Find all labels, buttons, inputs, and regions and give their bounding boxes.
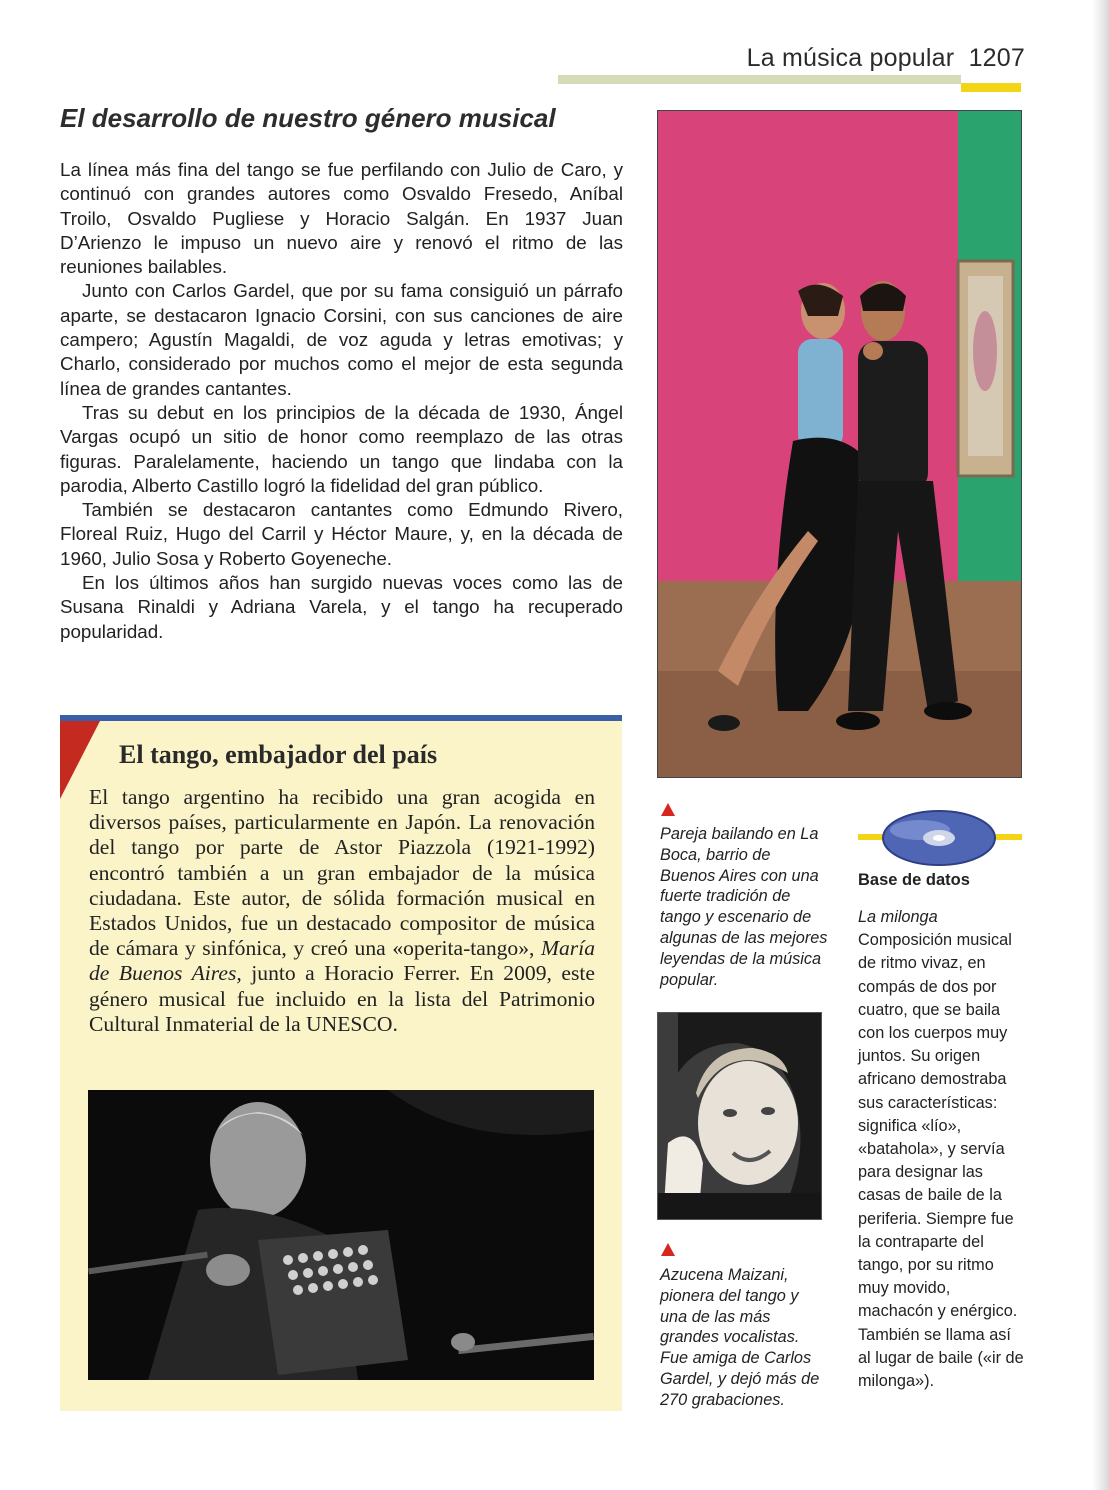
azucena-portrait-illustration bbox=[658, 1013, 822, 1220]
page-number: 1207 bbox=[968, 44, 1025, 72]
tango-box-text bbox=[89, 785, 595, 1037]
page-edge-shadow bbox=[1092, 0, 1109, 1490]
tango-box-text-part2: junto a Horacio Ferrer. En 2009, este género musical fue incluido en la lista del Patrimonio Cultural Inmaterial de la UNESCO. bbox=[89, 961, 595, 1036]
database-text bbox=[858, 906, 1028, 1393]
bandoneon-player-illustration bbox=[88, 1090, 594, 1380]
paragraph-3: Tras su debut en los principios de la década de 1930, Ángel Vargas ocupó un sitio de honor como reemplazo de las otras figuras. Paralelamente, haciendo un tango que lindaba con la parodia, Alberto Castillo logró la fidelidad del gran público. bbox=[60, 401, 623, 496]
header-rule bbox=[558, 75, 961, 84]
paragraph-4: También se destacaron cantantes como Edmundo Rivero, Floreal Ruiz, Hugo del Carril y Héctor Maure, y, en la década de 1960, Julio Sosa y Roberto Goyeneche. bbox=[60, 499, 623, 569]
azucena-caption: Azucena Maizani, pionera del tango y una de las más grandes vocalistas. Fue amiga de Carlos Gardel, y dejó más de 270 grabaciones. bbox=[660, 1266, 820, 1409]
cd-icon bbox=[880, 808, 998, 868]
dancers-caption: Pareja bailando en La Boca, barrio de Buenos Aires con una fuerte tradición de tango y escenario de algunas de las mejores leyendas de la música popular. bbox=[660, 825, 828, 989]
caption-marker-icon bbox=[661, 803, 675, 816]
bandoneon-player-photo bbox=[88, 1090, 594, 1380]
database-definition: Composición musical de ritmo vivaz, en compás de dos por cuatro, que se baila con los cuerpos muy juntos. Su origen africano demostraba sus características: significa «lío», «batahola», y servía para designar las casas de baile de la periferia. Siempre fue la contraparte del tango, por su ritmo muy movido, machacón y enérgico. También se llama así al lugar de baile («ir de milonga»). bbox=[858, 931, 1024, 1391]
tango-dancers-illustration bbox=[658, 111, 1022, 778]
tango-dancers-photo bbox=[657, 110, 1022, 778]
paragraph-1: La línea más fina del tango se fue perfilando con Julio de Caro, y continuó con grandes autores como Osvaldo Fresedo, Aníbal Troilo, Osvaldo Pugliese y Horacio Salgán. En 1937 Juan D’Arienzo le impuso un nuevo aire y renovó el ritmo de las reuniones bailables. bbox=[60, 159, 623, 278]
caption-marker-icon bbox=[661, 1243, 675, 1256]
body-text bbox=[60, 158, 623, 644]
azucena-maizani-photo bbox=[657, 1012, 822, 1220]
paragraph-5: En los últimos años han surgido nuevas voces como las de Susana Rinaldi y Adriana Varela, y el tango ha recuperado popularidad. bbox=[60, 572, 623, 642]
header-accent-bar bbox=[961, 83, 1021, 92]
database-title: Base de datos bbox=[858, 871, 970, 889]
section-heading: El desarrollo de nuestro género musical bbox=[60, 103, 556, 133]
tango-box-text-italic: María de Buenos Aires, bbox=[89, 936, 595, 986]
header-title: La música popular bbox=[746, 44, 955, 72]
tango-box-text-part1: El tango argentino ha recibido una gran acogida en diversos países, particularmente en Japón. La renovación del tango por parte de Astor Piazzola (1921-1992) encontró también a un gran embajador de la música ciudadana. Este autor, de sólida formación musical en Estados Unidos, fue un destacado compositor de música de cámara y sinfónica, y creó una «operita-tango», bbox=[89, 785, 595, 961]
running-header bbox=[640, 44, 1025, 73]
tango-box-title: El tango, embajador del país bbox=[119, 740, 438, 769]
paragraph-2: Junto con Carlos Gardel, que por su fama consiguió un párrafo aparte, se destacaron Ignacio Corsini, con sus canciones de aire campero; Agustín Magaldi, de voz aguda y letras emotivas; y Charlo, considerado por muchos como el mejor de esta segunda línea de grandes cantantes. bbox=[60, 280, 623, 399]
database-term: La milonga bbox=[858, 908, 938, 926]
